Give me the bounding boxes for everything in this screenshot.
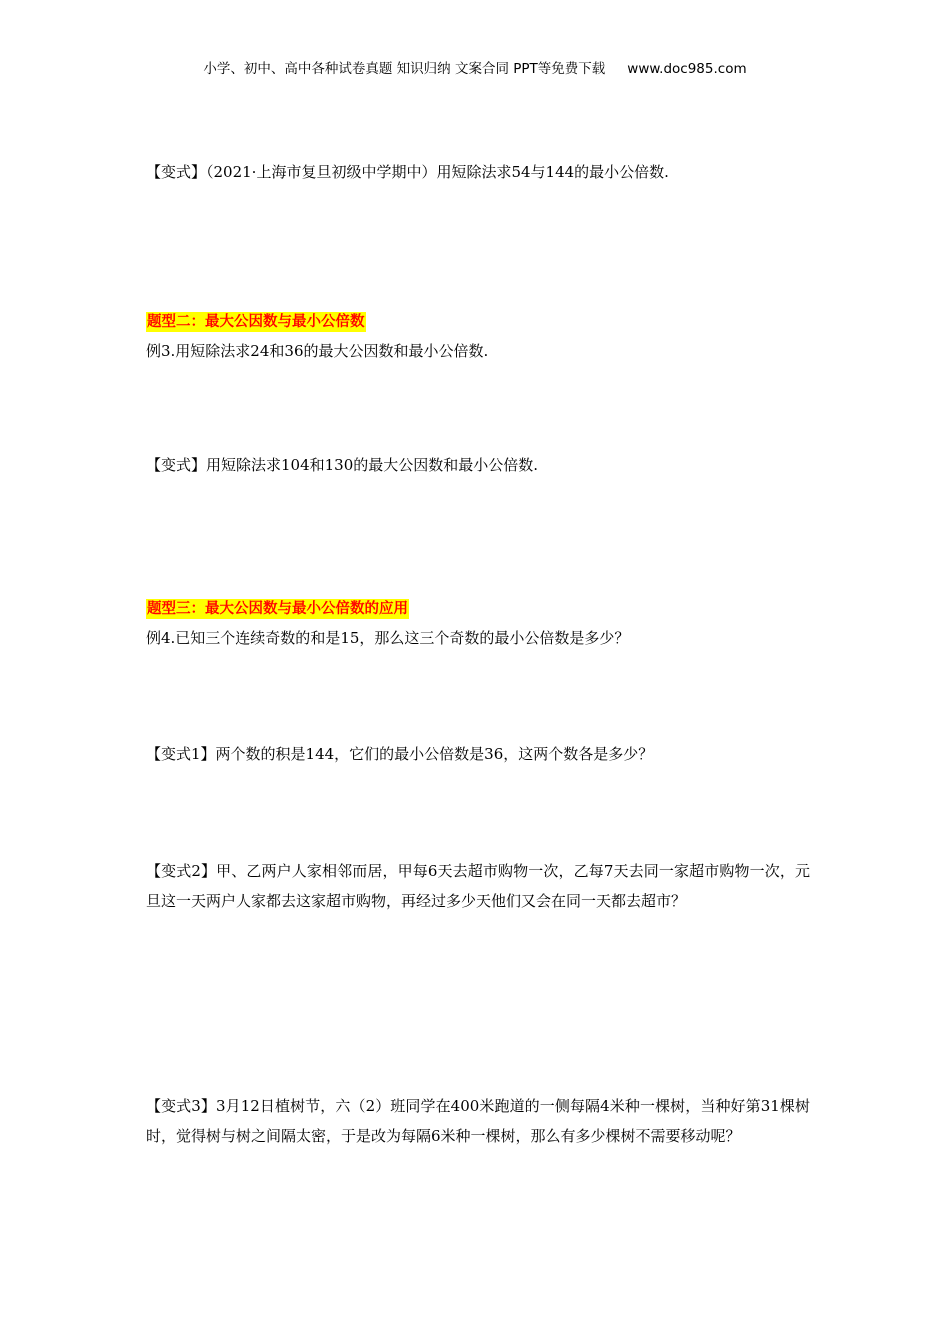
example-4: 例4.已知三个连续奇数的和是15，那么这三个奇数的最小公倍数是多少？ bbox=[146, 629, 630, 647]
page-header bbox=[0, 57, 950, 77]
variant-3: 【变式3】3月12日植树节，六（2）班同学在400米跑道的一侧每隔4米种一棵树，当种好第31棵树时，觉得树与树之间隔太密，于是改为每隔6米种一棵树，那么有多少棵树不需要移动呢？ bbox=[146, 1097, 810, 1145]
example-3: 例3.用短除法求24和36的最大公因数和最小公倍数. bbox=[146, 342, 489, 360]
header-text: 小学、初中、高中各种试卷真题 知识归纳 文案合同 PPT等免费下载 bbox=[203, 61, 606, 77]
section-heading-type-2: 题型二：最大公因数与最小公倍数 bbox=[147, 314, 365, 330]
variant-1: 【变式1】两个数的积是144，它们的最小公倍数是36，这两个数各是多少？ bbox=[146, 745, 654, 763]
variant-2: 【变式2】甲、乙两户人家相邻而居，甲每6天去超市购物一次，乙每7天去同一家超市购物一次，元旦这一天两户人家都去这家超市购物，再经过多少天他们又会在同一天都去超市？ bbox=[146, 862, 810, 910]
header-site-link[interactable]: www.doc985.com bbox=[627, 61, 747, 77]
variant-question-lcm-54-144: 【变式】（2021·上海市复旦初级中学期中）用短除法求54与144的最小公倍数. bbox=[146, 163, 669, 181]
variant-question-gcd-lcm-104-130: 【变式】用短除法求104和130的最大公因数和最小公倍数. bbox=[146, 456, 539, 474]
section-heading-type-3: 题型三：最大公因数与最小公倍数的应用 bbox=[147, 601, 408, 617]
